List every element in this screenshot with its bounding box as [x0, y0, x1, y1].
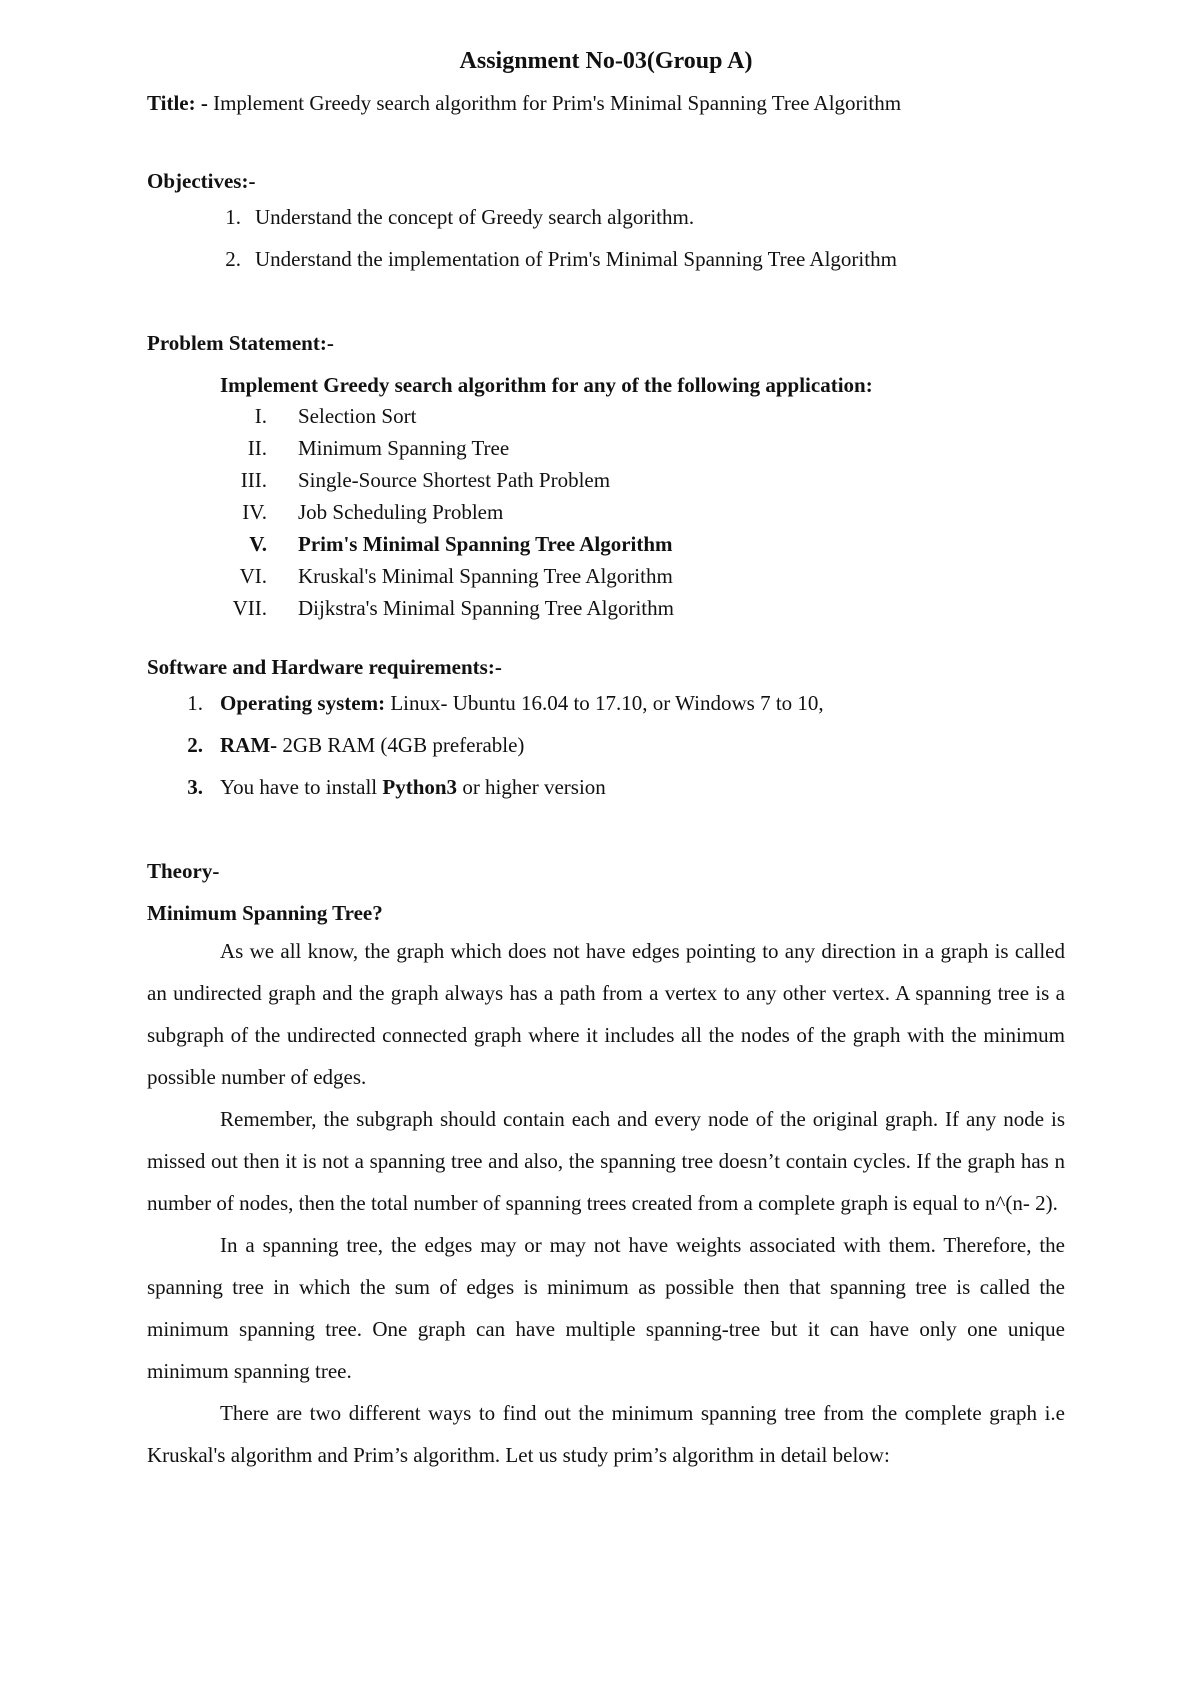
- objectives-heading: Objectives:-: [147, 169, 256, 193]
- theory-paragraph: As we all know, the graph which does not have edges pointing to any direction in a graph is called an undirected graph and the graph always has a path from a vertex to any other vertex. A spanning tree is a subgraph of the undirected connected graph where it includes all the nodes of the graph with the minimum possible number of edges.: [147, 939, 1065, 1089]
- assignment-title: [147, 88, 1065, 118]
- list-item: [147, 244, 1065, 274]
- list-item-selected: [147, 528, 1065, 560]
- list-item: [147, 560, 1065, 592]
- list-number: II.: [247, 436, 267, 460]
- page-title: Assignment No-03(Group A): [459, 48, 753, 74]
- mst-subheading: Minimum Spanning Tree?: [147, 901, 383, 925]
- list-item: [147, 432, 1065, 464]
- theory-paragraph: In a spanning tree, the edges may or may not have weights associated with them. Therefore, the spanning tree in which the sum of edges is minimum as possible then that spanning tree is called the minimum spanning tree. One graph can have multiple spanning-tree but it can have only one unique minimum spanning tree.: [147, 1233, 1065, 1383]
- objectives-list: [147, 202, 1065, 274]
- list-text: Selection Sort: [298, 404, 417, 428]
- list-number: IV.: [242, 500, 267, 524]
- requirement-label: Operating system:: [220, 691, 386, 715]
- list-text: Job Scheduling Problem: [298, 500, 504, 524]
- document-page: [147, 44, 1065, 1476]
- list-text: Prim's Minimal Spanning Tree Algorithm: [298, 532, 673, 556]
- application-list: [147, 400, 1065, 624]
- list-item: [147, 496, 1065, 528]
- list-item: [147, 400, 1065, 432]
- title-text: Implement Greedy search algorithm for Prim's Minimal Spanning Tree Algorithm: [213, 91, 902, 115]
- requirements-heading: Software and Hardware requirements:-: [147, 655, 502, 679]
- list-number: 3.: [187, 775, 203, 799]
- list-text: Understand the concept of Greedy search algorithm.: [255, 205, 695, 229]
- list-number: 2.: [187, 733, 203, 757]
- list-number: 2.: [225, 247, 241, 271]
- requirement-text: 2GB RAM (4GB preferable): [277, 733, 525, 757]
- list-text: Minimum Spanning Tree: [298, 436, 510, 460]
- problem-statement-intro: Implement Greedy search algorithm for any of the following application:: [220, 373, 873, 397]
- theory-paragraph: There are two different ways to find out the minimum spanning tree from the complete graph i.e Kruskal's algorithm and Prim’s algorithm. Let us study prim’s algorithm in detail below:: [147, 1401, 1065, 1467]
- requirement-label: RAM-: [220, 733, 278, 757]
- list-item: [147, 592, 1065, 624]
- requirements-list: [147, 688, 1065, 802]
- list-text: Kruskal's Minimal Spanning Tree Algorithm: [298, 564, 673, 588]
- list-item: [147, 464, 1065, 496]
- list-item: [147, 772, 1065, 802]
- requirement-label: Python3: [382, 775, 458, 799]
- list-number: III.: [240, 468, 267, 492]
- list-number: 1.: [187, 691, 203, 715]
- list-text: Understand the implementation of Prim's Minimal Spanning Tree Algorithm: [255, 247, 897, 271]
- list-number: 1.: [225, 205, 241, 229]
- list-number: I.: [254, 404, 267, 428]
- title-label: Title: -: [147, 91, 208, 115]
- list-text: Single-Source Shortest Path Problem: [298, 468, 611, 492]
- theory-paragraph: Remember, the subgraph should contain each and every node of the original graph. If any node is missed out then it is not a spanning tree and also, the spanning tree doesn’t contain cycles. If the graph has n number of nodes, then the total number of spanning trees created from a complete graph is equal to n^(n- 2).: [147, 1107, 1065, 1215]
- requirement-prefix: You have to install: [220, 775, 383, 799]
- list-text: Dijkstra's Minimal Spanning Tree Algorithm: [298, 596, 674, 620]
- theory-heading: Theory-: [147, 859, 220, 883]
- list-item: [147, 688, 1065, 718]
- list-item: [147, 202, 1065, 232]
- list-number: VII.: [232, 596, 267, 620]
- list-number: VI.: [239, 564, 267, 588]
- requirement-text: or higher version: [457, 775, 606, 799]
- problem-statement-heading: Problem Statement:-: [147, 331, 334, 355]
- list-item: [147, 730, 1065, 760]
- requirement-text: Linux- Ubuntu 16.04 to 17.10, or Windows 7 to 10,: [385, 691, 824, 715]
- list-number: V.: [249, 532, 267, 556]
